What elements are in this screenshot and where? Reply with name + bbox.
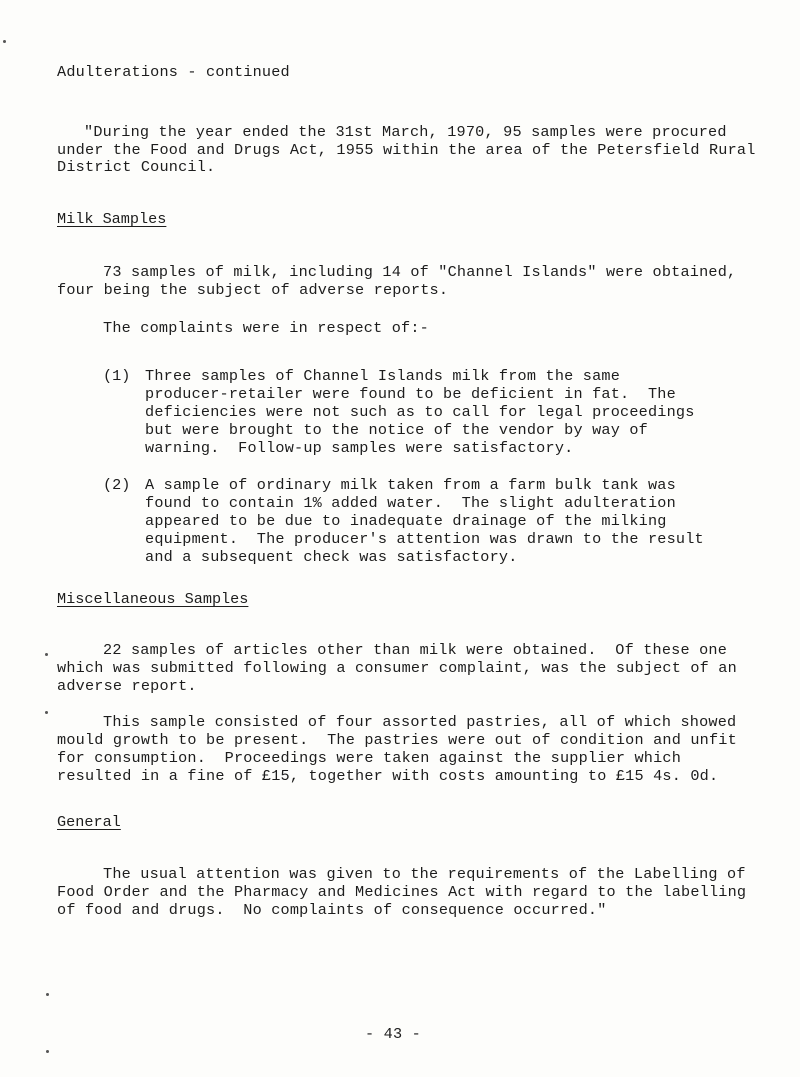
milk-samples-heading: Milk Samples <box>57 210 167 228</box>
intro-line: "During the year ended the 31st March, 1970, 95 samples were procured <box>84 123 727 141</box>
scan-speck <box>3 40 6 43</box>
item-line: and a subsequent check was satisfactory. <box>145 548 518 566</box>
item-line: Three samples of Channel Islands milk from the same <box>145 367 621 385</box>
misc-samples-heading: Miscellaneous Samples <box>57 590 249 608</box>
item-line: found to contain 1% added water. The slight adulteration <box>145 494 676 512</box>
general-heading: General <box>57 813 121 831</box>
item-line: but were brought to the notice of the vendor by way of <box>145 421 648 439</box>
general-para-line: of food and drugs. No complaints of consequence occurred." <box>57 901 607 919</box>
item-line: deficiencies were not such as to call for legal proceedings <box>145 403 695 421</box>
general-para-line: The usual attention was given to the requirements of the Labelling of <box>103 865 746 883</box>
scan-speck <box>46 1050 49 1053</box>
misc-para-line: for consumption. Proceedings were taken against the supplier which <box>57 749 682 767</box>
item-line: appeared to be due to inadequate drainage of the milking <box>145 512 667 530</box>
scan-speck <box>45 653 48 656</box>
milk-para-line: four being the subject of adverse reports. <box>57 281 449 299</box>
item-line: A sample of ordinary milk taken from a farm bulk tank was <box>145 476 676 494</box>
complaints-intro: The complaints were in respect of:- <box>103 319 429 337</box>
misc-para-line: adverse report. <box>57 677 197 695</box>
item-line: warning. Follow-up samples were satisfactory. <box>145 439 574 457</box>
misc-para-line: resulted in a fine of £15, together with costs amounting to £15 4s. 0d. <box>57 767 719 785</box>
item-line: producer-retailer were found to be deficient in fat. The <box>145 385 676 403</box>
running-head: Adulterations - continued <box>57 63 290 81</box>
scan-speck <box>46 993 49 996</box>
general-para-line: Food Order and the Pharmacy and Medicines Act with regard to the labelling <box>57 883 747 901</box>
item-line: equipment. The producer's attention was drawn to the result <box>145 530 704 548</box>
milk-para-line: 73 samples of milk, including 14 of "Channel Islands" were obtained, <box>103 263 737 281</box>
item-number: (2) <box>103 476 131 494</box>
scan-speck <box>45 711 48 714</box>
misc-para-line: which was submitted following a consumer complaint, was the subject of an <box>57 659 737 677</box>
intro-line: under the Food and Drugs Act, 1955 within the area of the Petersfield Rural <box>57 141 756 159</box>
item-number: (1) <box>103 367 131 385</box>
misc-para-line: mould growth to be present. The pastries were out of condition and unfit <box>57 731 737 749</box>
intro-line: District Council. <box>57 158 216 176</box>
misc-para-line: 22 samples of articles other than milk were obtained. Of these one <box>103 641 728 659</box>
misc-para-line: This sample consisted of four assorted pastries, all of which showed <box>103 713 737 731</box>
page-number: - 43 - <box>365 1025 421 1043</box>
